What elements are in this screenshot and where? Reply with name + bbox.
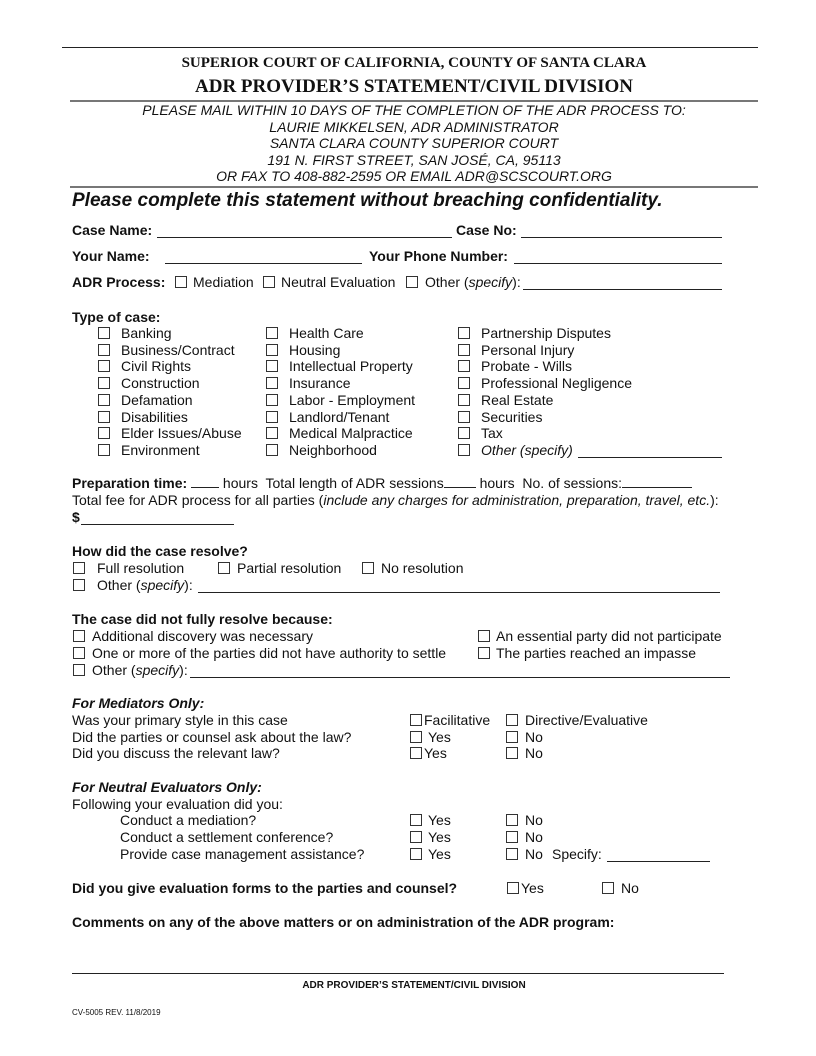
case-type-label: Civil Rights xyxy=(121,358,192,375)
specify-text: specify xyxy=(468,274,513,290)
case-type-checkbox[interactable] xyxy=(458,360,470,372)
other-reason-field[interactable] xyxy=(190,677,730,678)
discovery-checkbox[interactable] xyxy=(73,630,85,642)
case-type-label: Housing xyxy=(289,341,341,358)
case-type-checkbox[interactable] xyxy=(266,411,278,423)
case-type-checkbox[interactable] xyxy=(458,394,470,406)
other-reason-label xyxy=(92,662,188,678)
mail-rule xyxy=(70,186,758,188)
comments-field[interactable] xyxy=(72,973,724,974)
facilitative-checkbox[interactable] xyxy=(410,714,422,726)
case-management-yes-checkbox[interactable] xyxy=(410,848,422,860)
total-length-label: Total length of ADR sessions xyxy=(265,475,444,491)
other-resolution-field[interactable] xyxy=(198,592,720,593)
case-no-field[interactable] xyxy=(521,237,722,238)
phone-label: Your Phone Number: xyxy=(369,248,508,264)
your-name-label: Your Name: xyxy=(72,248,150,264)
yes-label: Yes xyxy=(428,829,451,845)
court-name: SUPERIOR COURT OF CALIFORNIA, COUNTY OF SANTA CLARA xyxy=(181,55,647,71)
yes-label: Yes xyxy=(428,812,451,828)
mail-line-3: SANTA CLARA COUNTY SUPERIOR COURT xyxy=(269,135,559,151)
no-resolution-label: No resolution xyxy=(381,560,464,576)
settlement-no-checkbox[interactable] xyxy=(506,831,518,843)
no-label: No xyxy=(621,880,639,896)
hours-label-2: hours xyxy=(479,475,515,491)
case-type-label: Insurance xyxy=(289,375,351,392)
evaluators-intro: Following your evaluation did you: xyxy=(72,796,283,812)
case-type-label: Construction xyxy=(121,375,200,392)
fee-field[interactable] xyxy=(81,524,234,525)
impasse-label: The parties reached an impasse xyxy=(496,645,696,661)
other-close: ): xyxy=(512,274,521,290)
sessions-label: No. of sessions: xyxy=(522,475,623,491)
case-type-label: Personal Injury xyxy=(481,341,575,358)
fee-row xyxy=(72,492,719,508)
case-type-checkbox[interactable] xyxy=(266,427,278,439)
mediation-yes-checkbox[interactable] xyxy=(410,814,422,826)
case-type-checkbox[interactable] xyxy=(266,327,278,339)
form-title: ADR PROVIDER’S STATEMENT/CIVIL DIVISION xyxy=(195,76,633,97)
form-id: CV-5005 REV. 11/8/2019 xyxy=(72,1008,161,1017)
case-type-label: Partnership Disputes xyxy=(481,325,611,341)
top-rule xyxy=(62,47,758,48)
fee-text: Total fee for ADR process for all parties ( xyxy=(72,492,324,508)
mediation-question: Conduct a mediation? xyxy=(120,812,257,828)
settlement-question: Conduct a settlement conference? xyxy=(120,829,334,845)
mediation-checkbox[interactable] xyxy=(175,276,187,288)
case-type-checkbox[interactable] xyxy=(98,327,110,339)
mediators-label: For Mediators Only: xyxy=(72,695,205,711)
partial-resolution-checkbox[interactable] xyxy=(218,562,230,574)
case-type-checkbox[interactable] xyxy=(266,360,278,372)
other-resolution-label xyxy=(97,577,193,593)
prep-hours-field[interactable] xyxy=(191,475,219,488)
fee-italic: include any charges for administration, preparation, travel, etc. xyxy=(323,492,711,508)
case-type-checkbox[interactable] xyxy=(458,411,470,423)
yes-label: Yes xyxy=(428,729,451,745)
case-type-label: Health Care xyxy=(289,325,364,341)
mail-line-4: 191 N. FIRST STREET, SAN JOSÉ, CA, 95113 xyxy=(267,152,561,168)
case-type-label: Environment xyxy=(121,441,200,458)
case-type-checkbox[interactable] xyxy=(98,394,110,406)
ask-law-yes-checkbox[interactable] xyxy=(410,731,422,743)
specify-text: specify xyxy=(140,577,185,593)
case-no-label: Case No: xyxy=(456,222,517,238)
mail-line-1: PLEASE MAIL WITHIN 10 DAYS OF THE COMPLETION OF THE ADR PROCESS TO: xyxy=(142,102,686,118)
other-case-type-field[interactable] xyxy=(578,457,722,458)
case-type-checkbox[interactable] xyxy=(98,427,110,439)
style-question: Was your primary style in this case xyxy=(72,712,288,728)
case-type-label: Medical Malpractice xyxy=(289,425,413,442)
case-type-checkbox[interactable] xyxy=(458,444,470,456)
other-close: ): xyxy=(184,577,193,593)
adr-process-label: ADR Process: xyxy=(72,274,166,290)
specify-field[interactable] xyxy=(607,861,710,862)
case-type-checkbox[interactable] xyxy=(266,344,278,356)
not-resolved-label: The case did not fully resolve because: xyxy=(72,611,333,627)
specify-text: specify xyxy=(135,662,180,678)
ask-law-question: Did the parties or counsel ask about the law? xyxy=(72,729,352,745)
case-type-checkbox[interactable] xyxy=(98,377,110,389)
yes-label: Yes xyxy=(428,846,451,862)
case-type-checkbox[interactable] xyxy=(98,344,110,356)
case-type-label: Business/Contract xyxy=(121,341,235,358)
case-type-label: Securities xyxy=(481,408,543,425)
no-label: No xyxy=(525,729,543,745)
other-process-label xyxy=(425,274,521,290)
prep-label: Preparation time: xyxy=(72,475,188,491)
authority-checkbox[interactable] xyxy=(73,647,85,659)
full-resolution-label: Full resolution xyxy=(97,560,185,576)
other-process-checkbox[interactable] xyxy=(406,276,418,288)
case-type-checkbox[interactable] xyxy=(458,327,470,339)
mail-line-5: OR FAX TO 408-882-2595 OR EMAIL ADR@SCSCOURT.ORG xyxy=(216,168,612,184)
evaluation-forms-question: Did you give evaluation forms to the parties and counsel? xyxy=(72,880,458,896)
other-text: Other ( xyxy=(92,662,136,678)
case-type-label: Tax xyxy=(481,425,503,442)
discovery-label: Additional discovery was necessary xyxy=(92,628,313,644)
case-type-checkbox[interactable] xyxy=(266,444,278,456)
case-type-checkbox[interactable] xyxy=(98,360,110,372)
yes-label: Yes xyxy=(521,880,544,896)
discuss-law-yes-checkbox[interactable] xyxy=(410,747,422,759)
hours-label: hours xyxy=(222,475,258,491)
no-resolution-checkbox[interactable] xyxy=(362,562,374,574)
no-label: No xyxy=(525,829,543,845)
case-management-no-checkbox[interactable] xyxy=(506,848,518,860)
mediation-no-checkbox[interactable] xyxy=(506,814,518,826)
other-close: ): xyxy=(179,662,188,678)
essential-party-checkbox[interactable] xyxy=(478,630,490,642)
mediation-label: Mediation xyxy=(193,274,254,290)
directive-checkbox[interactable] xyxy=(506,714,518,726)
no-label: No xyxy=(525,745,543,761)
case-type-label: Defamation xyxy=(121,391,193,408)
partial-resolution-label: Partial resolution xyxy=(237,560,342,576)
confidentiality-notice: Please complete this statement without breaching confidentiality. xyxy=(72,190,663,211)
settlement-yes-checkbox[interactable] xyxy=(410,831,422,843)
case-type-label: Labor - Employment xyxy=(289,391,416,408)
case-type-label: Landlord/Tenant xyxy=(289,408,390,425)
discuss-law-question: Did you discuss the relevant law? xyxy=(72,745,280,761)
mail-line-2: LAURIE MIKKELSEN, ADR ADMINISTRATOR xyxy=(269,119,559,135)
discuss-law-no-checkbox[interactable] xyxy=(506,747,518,759)
type-of-case-label: Type of case: xyxy=(72,309,161,325)
specify-label: Specify: xyxy=(552,846,602,862)
case-management-question: Provide case management assistance? xyxy=(120,846,365,862)
no-label: No xyxy=(525,812,543,828)
forms-no-checkbox[interactable] xyxy=(602,882,614,894)
phone-field[interactable] xyxy=(514,263,722,264)
case-type-label: Real Estate xyxy=(481,391,554,408)
case-type-label: Intellectual Property xyxy=(289,358,413,375)
yes-label: Yes xyxy=(424,745,447,761)
total-length-field[interactable] xyxy=(444,475,476,488)
forms-yes-checkbox[interactable] xyxy=(507,882,519,894)
no-label: No xyxy=(525,846,543,862)
your-name-field[interactable] xyxy=(165,263,362,264)
other-reason-checkbox[interactable] xyxy=(73,664,85,676)
case-type-checkbox[interactable] xyxy=(266,377,278,389)
neutral-evaluation-label: Neutral Evaluation xyxy=(281,274,396,290)
essential-party-label: An essential party did not participate xyxy=(496,628,722,644)
fee-close: ): xyxy=(710,492,719,508)
case-type-label: Elder Issues/Abuse xyxy=(121,425,242,442)
dollar-sign: $ xyxy=(72,509,80,525)
evaluators-label: For Neutral Evaluators Only: xyxy=(72,779,262,795)
case-name-label: Case Name: xyxy=(72,222,153,238)
preparation-row xyxy=(72,475,692,491)
impasse-checkbox[interactable] xyxy=(478,647,490,659)
case-type-checkbox[interactable] xyxy=(98,411,110,423)
case-name-field[interactable] xyxy=(157,237,452,238)
other-process-field[interactable] xyxy=(523,289,722,290)
case-type-label: Banking xyxy=(121,325,172,341)
case-type-label: Neighborhood xyxy=(289,441,377,458)
case-type-checkbox[interactable] xyxy=(458,344,470,356)
directive-label: Directive/Evaluative xyxy=(525,712,648,728)
case-type-label: Professional Negligence xyxy=(481,375,632,392)
case-type-checkbox[interactable] xyxy=(458,377,470,389)
case-type-checkbox[interactable] xyxy=(458,427,470,439)
ask-law-no-checkbox[interactable] xyxy=(506,731,518,743)
other-text: Other ( xyxy=(425,274,469,290)
full-resolution-checkbox[interactable] xyxy=(73,562,85,574)
authority-label: One or more of the parties did not have authority to settle xyxy=(92,645,447,661)
resolve-label: How did the case resolve? xyxy=(72,543,248,559)
neutral-evaluation-checkbox[interactable] xyxy=(263,276,275,288)
case-type-label: Disabilities xyxy=(121,408,188,425)
case-type-label: Other (specify) xyxy=(481,441,573,458)
case-type-label: Probate - Wills xyxy=(481,358,573,375)
case-type-checkbox[interactable] xyxy=(266,394,278,406)
case-type-checkbox[interactable] xyxy=(98,444,110,456)
comments-label: Comments on any of the above matters or on administration of the ADR program: xyxy=(72,914,615,930)
sessions-field[interactable] xyxy=(622,475,692,488)
other-resolution-checkbox[interactable] xyxy=(73,579,85,591)
facilitative-label: Facilitative xyxy=(424,712,491,728)
other-text: Other ( xyxy=(97,577,141,593)
footer-title: ADR PROVIDER’S STATEMENT/CIVIL DIVISION xyxy=(302,980,526,991)
